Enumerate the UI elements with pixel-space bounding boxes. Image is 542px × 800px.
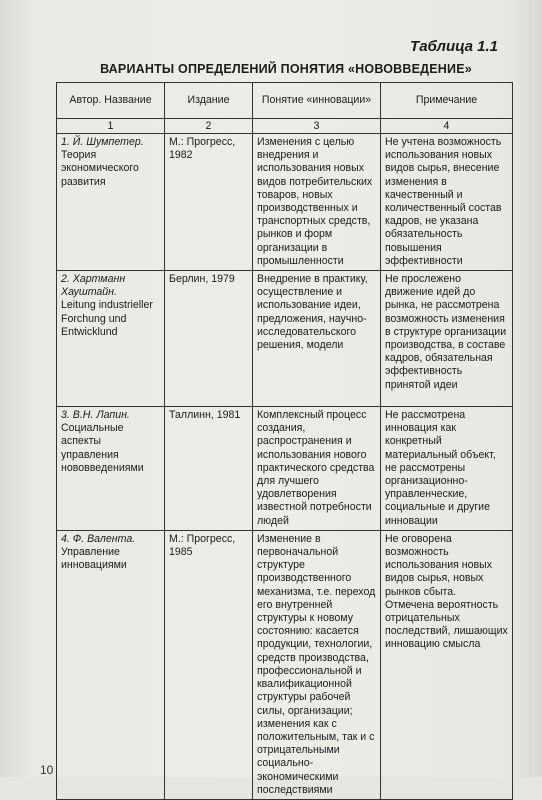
column-header-author: Автор. Название	[57, 83, 165, 119]
edition-cell: Таллинн, 1981	[165, 407, 253, 531]
author-cell	[57, 407, 165, 531]
edition-cell: М.: Прогресс, 1982	[165, 134, 253, 271]
column-number-row	[57, 119, 513, 134]
note-cell: Не рассмотрена инновация как конкретный материальный объект, не рассмотрены организационно-управленческие, социальные и другие инновации	[381, 407, 513, 531]
author-name: 3. В.Н. Лапин.	[61, 409, 130, 422]
concept-cell: Изменение в первоначальной структуре производственного механизма, т.е. переход его внутренней структуры к новому состоянию: касается продукции, технологии, средств производства, профессиональной и квалификационной структуры рабочей силы, организации; изменения как с положительным, так и с отрицательными социально-экономическими последствиями	[253, 530, 381, 799]
table-row	[57, 530, 513, 799]
table-row	[57, 407, 513, 531]
work-title: Управление инновациями	[61, 546, 127, 572]
note-cell: Не учтена возможность использования новых видов сырья, внесение изменения в качественный и количественный состав кадров, не указана обязательность повышения эффективности	[381, 134, 513, 271]
column-number: 3	[253, 119, 381, 134]
column-number: 2	[165, 119, 253, 134]
concept-cell: Комплексный процесс создания, распространения и использования нового практического средства для лучшего удовлетворения известной потребности людей	[253, 407, 381, 531]
column-number: 1	[57, 119, 165, 134]
work-title: Социальные аспекты управления нововведениями	[61, 422, 144, 474]
note-cell: Не оговорена возможность использования новых видов сырья, новых рынков сбыта. Отмечена вероятность отрицательных последствий, лишающих инновацию смысла	[381, 530, 513, 799]
column-header-concept: Понятие «инновации»	[253, 83, 381, 119]
definitions-table	[56, 82, 513, 800]
author-name: 2. Хартманн Хауштайн.	[61, 273, 126, 299]
concept-cell: Изменения с целью внедрения и использования новых видов потребительских товаров, новых производственных и транспортных средств, рынков и форм организации в промышленности	[253, 134, 381, 271]
table-label: Таблица 1.1	[410, 38, 498, 55]
work-title: Теория экономического развития	[61, 149, 139, 188]
work-title: Leitung industrieller Forchung und Entwicklund	[61, 299, 153, 338]
table-title: ВАРИАНТЫ ОПРЕДЕЛЕНИЙ ПОНЯТИЯ «НОВОВВЕДЕНИЕ»	[100, 62, 472, 76]
author-cell	[57, 134, 165, 271]
author-name: 4. Ф. Валента.	[61, 532, 136, 545]
column-number: 4	[381, 119, 513, 134]
page-number: 10	[40, 763, 54, 777]
column-header-note: Примечание	[381, 83, 513, 119]
author-cell	[57, 271, 165, 407]
table-header-row	[57, 83, 513, 119]
concept-cell: Внедрение в практику, осуществление и использование идеи, предложения, научно-исследовательского решения, модели	[253, 271, 381, 407]
note-cell: Не прослежено движение идей до рынка, не рассмотрена возможность изменения в структуре организации производства, в составе кадров, обязательная эффективность принятой идеи	[381, 271, 513, 407]
table-row	[57, 271, 513, 407]
table-row	[57, 134, 513, 271]
edition-cell: М.: Прогресс, 1985	[165, 530, 253, 799]
column-header-edition: Издание	[165, 83, 253, 119]
edition-cell: Берлин, 1979	[165, 271, 253, 407]
author-name: 1. Й. Шумпетер.	[61, 136, 144, 148]
author-cell	[57, 530, 165, 799]
